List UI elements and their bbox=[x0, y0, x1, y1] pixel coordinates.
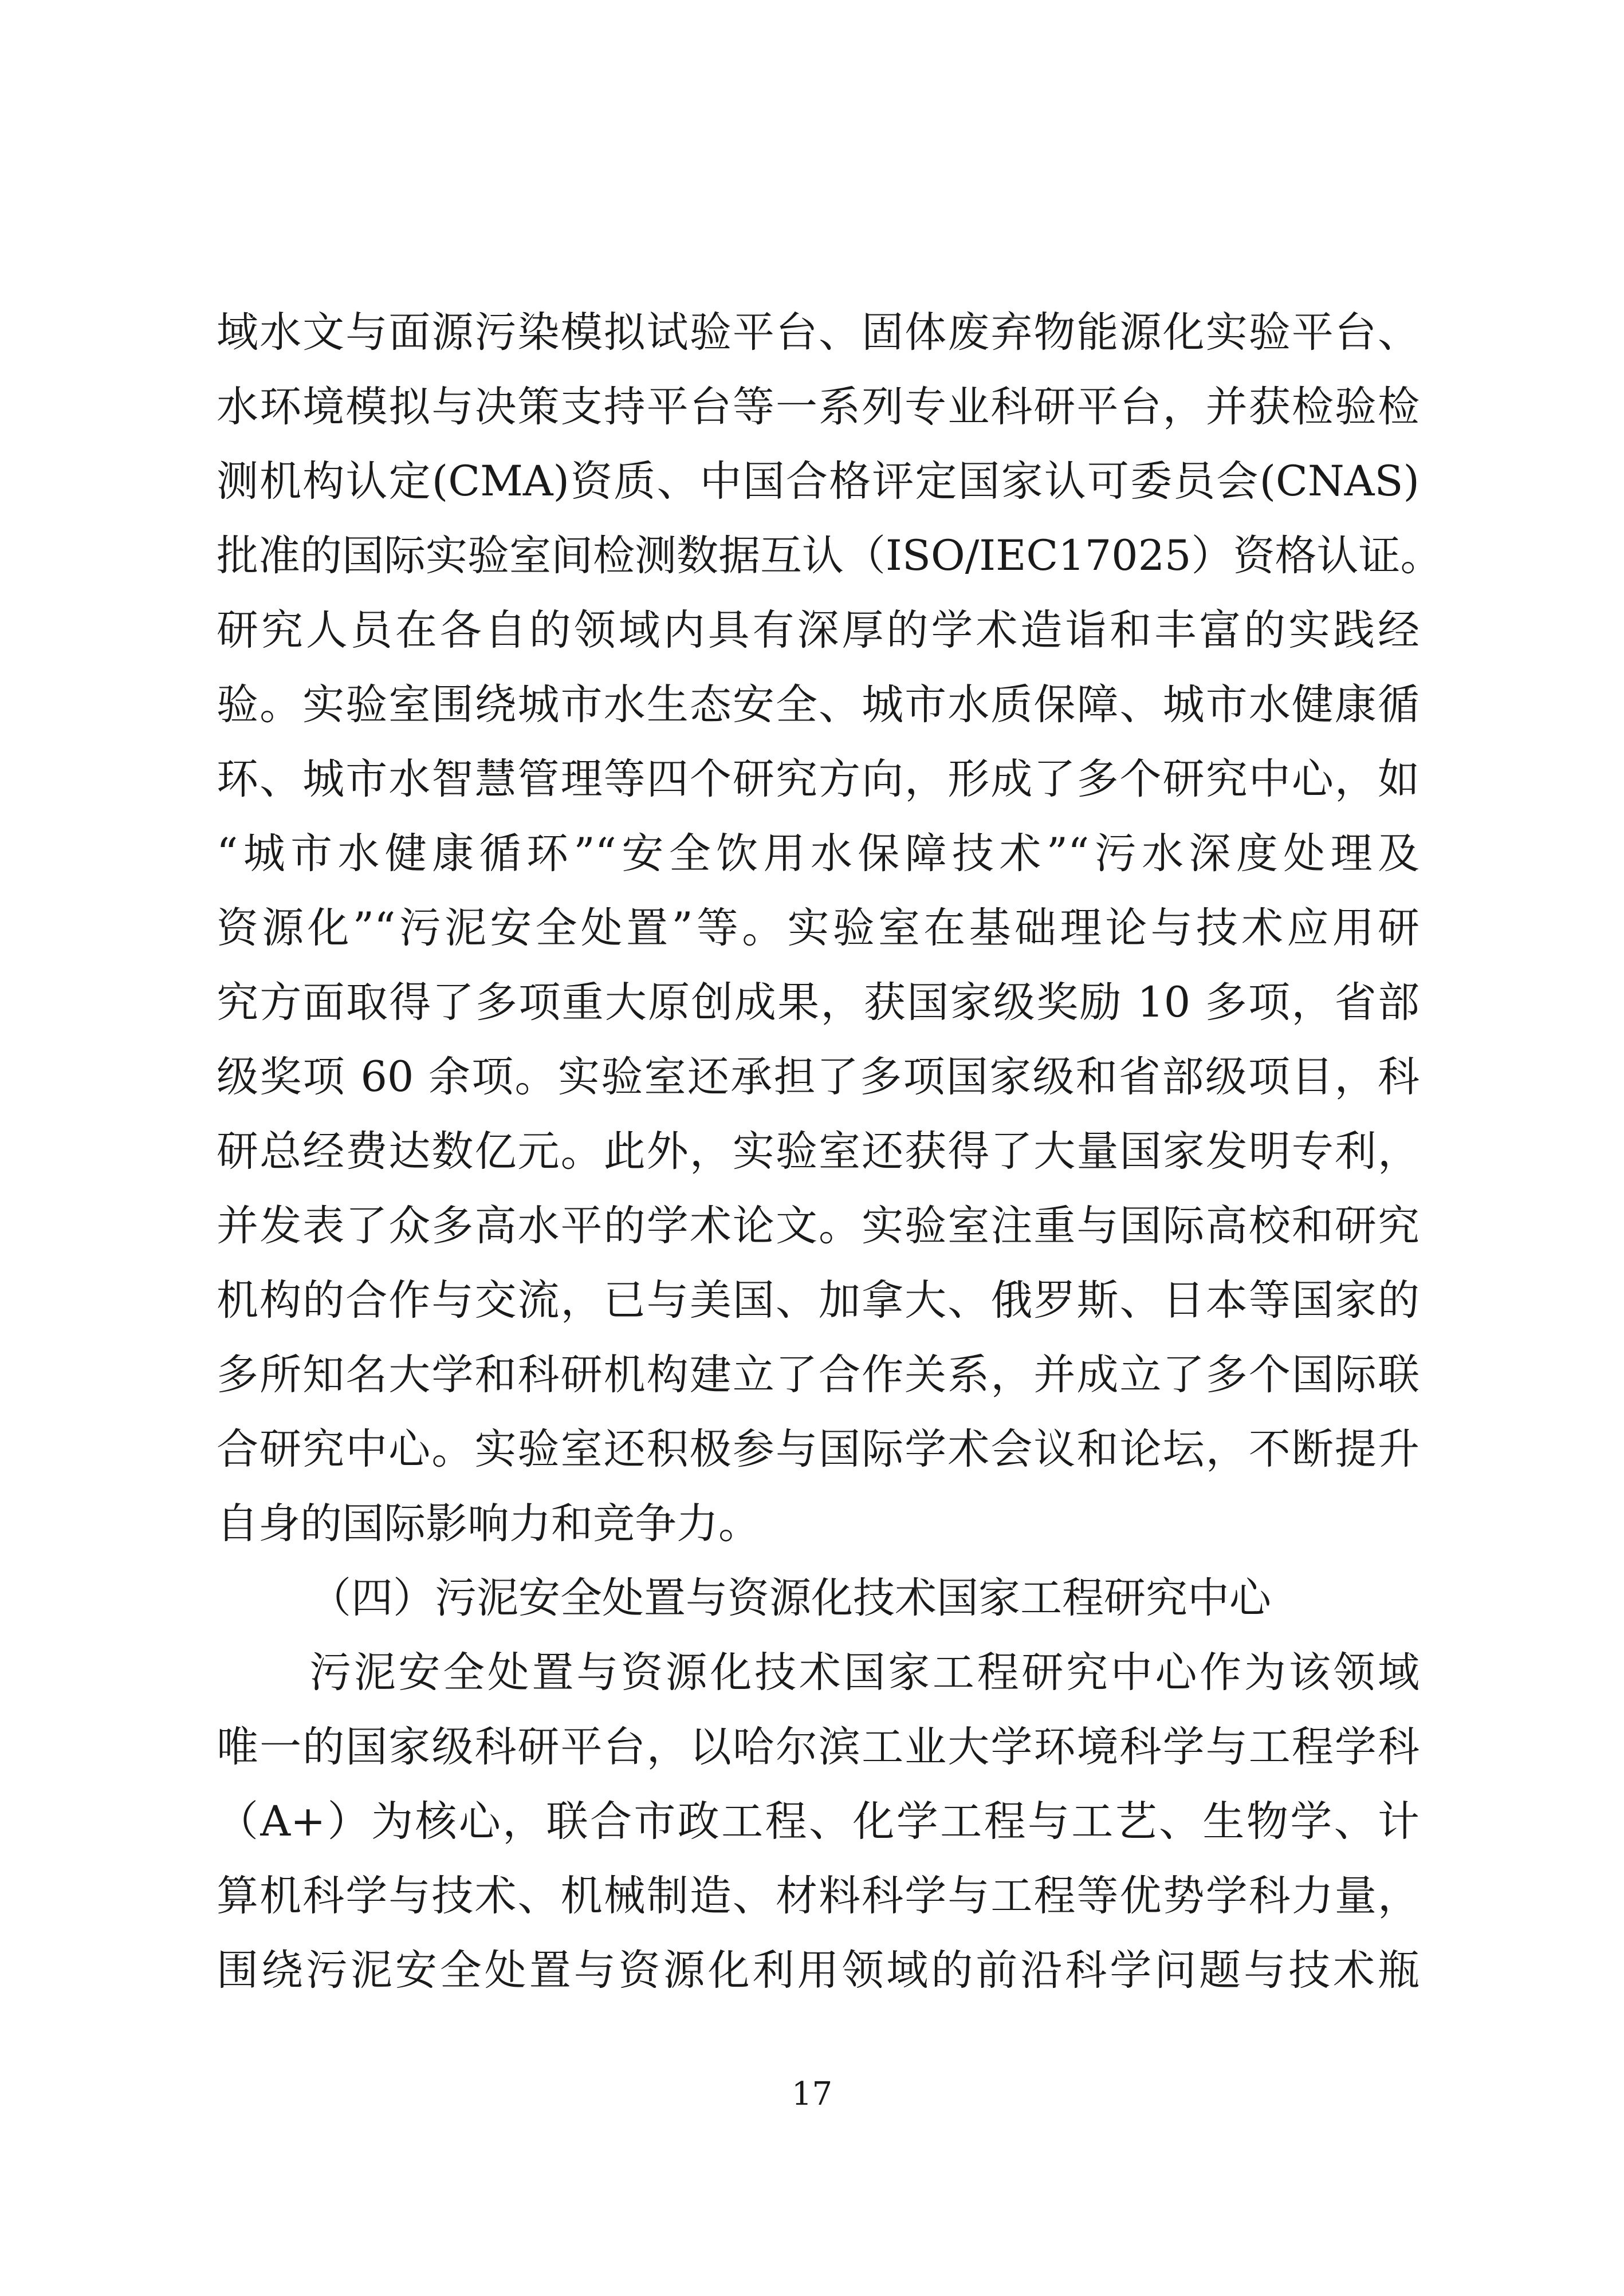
body-text-line: 资源化”“污泥安全处置”等。实验室在基础理论与技术应用研 bbox=[217, 904, 1419, 952]
body-text-line: 机构的合作与交流，已与美国、加拿大、俄罗斯、日本等国家的 bbox=[217, 1276, 1419, 1325]
body-text-line: 多所知名大学和科研机构建立了合作关系，并成立了多个国际联 bbox=[217, 1350, 1419, 1399]
page-number: 17 bbox=[791, 2076, 833, 2113]
body-text-line: 究方面取得了多项重大原创成果，获国家级奖励 10 多项，省部 bbox=[217, 978, 1419, 1027]
section-heading: （四）污泥安全处置与资源化技术国家工程研究中心 bbox=[309, 1574, 1271, 1622]
body-text-line: 围绕污泥安全处置与资源化利用领域的前沿科学问题与技术瓶 bbox=[217, 1946, 1419, 1995]
body-text-line: 污泥安全处置与资源化技术国家工程研究中心作为该领域 bbox=[309, 1648, 1419, 1697]
body-text-line: 水环境模拟与决策支持平台等一系列专业科研平台，并获检验检 bbox=[217, 383, 1419, 431]
body-text-line: 研究人员在各自的领域内具有深厚的学术造诣和丰富的实践经 bbox=[217, 606, 1419, 655]
body-text-line: 唯一的国家级科研平台，以哈尔滨工业大学环境科学与工程学科 bbox=[217, 1723, 1419, 1771]
body-text-line: （A+）为核心，联合市政工程、化学工程与工艺、生物学、计 bbox=[217, 1797, 1419, 1846]
body-text-line: 研总经费达数亿元。此外，实验室还获得了大量国家发明专利， bbox=[217, 1127, 1419, 1176]
body-text-line: 算机科学与技术、机械制造、材料科学与工程等优势学科力量， bbox=[217, 1872, 1419, 1920]
body-text-line: 并发表了众多高水平的学术论文。实验室注重与国际高校和研究 bbox=[217, 1202, 1419, 1250]
body-text-line: 级奖项 60 余项。实验室还承担了多项国家级和省部级项目，科 bbox=[217, 1053, 1419, 1101]
body-text-line: 合研究中心。实验室还积极参与国际学术会议和论坛，不断提升 bbox=[217, 1425, 1419, 1474]
body-text-line: 验。实验室围绕城市水生态安全、城市水质保障、城市水健康循 bbox=[217, 680, 1419, 729]
body-text-line: 环、城市水智慧管理等四个研究方向，形成了多个研究中心，如 bbox=[217, 755, 1419, 804]
body-text-line: 域水文与面源污染模拟试验平台、固体废弃物能源化实验平台、 bbox=[217, 308, 1419, 357]
body-text-line: 批准的国际实验室间检测数据互认（ISO/IEC17025）资格认证。 bbox=[217, 531, 1442, 580]
body-text-line: 测机构认定(CMA)资质、中国合格评定国家认可委员会(CNAS) bbox=[217, 457, 1419, 506]
body-text-line: 自身的国际影响力和竞争力。 bbox=[217, 1499, 760, 1548]
body-text-line: “城市水健康循环”“安全饮用水保障技术”“污水深度处理及 bbox=[217, 829, 1419, 878]
